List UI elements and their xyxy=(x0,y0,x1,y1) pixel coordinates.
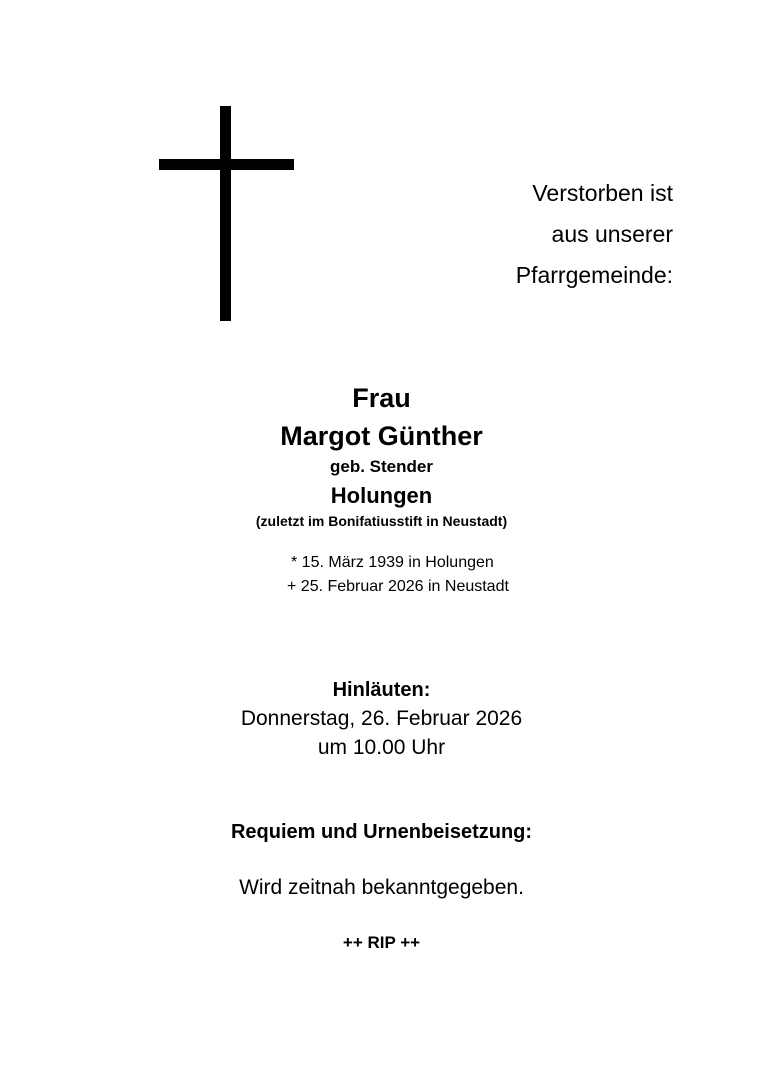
intro-line-1: Verstorben ist xyxy=(532,180,673,206)
intro-line-2: aus unserer xyxy=(551,221,673,247)
cross-vertical-beam xyxy=(220,106,231,321)
death-date: + 25. Februar 2026 in Neustadt xyxy=(287,578,509,595)
hinlaeuten-heading: Hinläuten: xyxy=(332,679,431,701)
hometown: Holungen xyxy=(330,483,433,508)
hinlaeuten-time: um 10.00 Uhr xyxy=(317,736,446,759)
requiem-heading: Requiem und Urnenbeisetzung: xyxy=(230,821,533,843)
rip-closing: ++ RIP ++ xyxy=(342,933,421,952)
cross-horizontal-beam xyxy=(159,159,294,170)
requiem-text: Wird zeitnah bekanntgegeben. xyxy=(239,876,524,899)
deceased-name: Margot Günther xyxy=(280,421,483,451)
salutation: Frau xyxy=(352,383,411,413)
intro-line-3: Pfarrgemeinde: xyxy=(515,262,673,288)
intro-text xyxy=(516,173,673,296)
life-dates xyxy=(287,551,509,599)
birth-name: geb. Stender xyxy=(330,457,433,476)
cross-icon xyxy=(159,106,294,321)
last-residence: (zuletzt im Bonifatiusstift in Neustadt) xyxy=(255,513,508,529)
hinlaeuten-date: Donnerstag, 26. Februar 2026 xyxy=(240,707,523,730)
birth-date: * 15. März 1939 in Holungen xyxy=(291,554,494,571)
